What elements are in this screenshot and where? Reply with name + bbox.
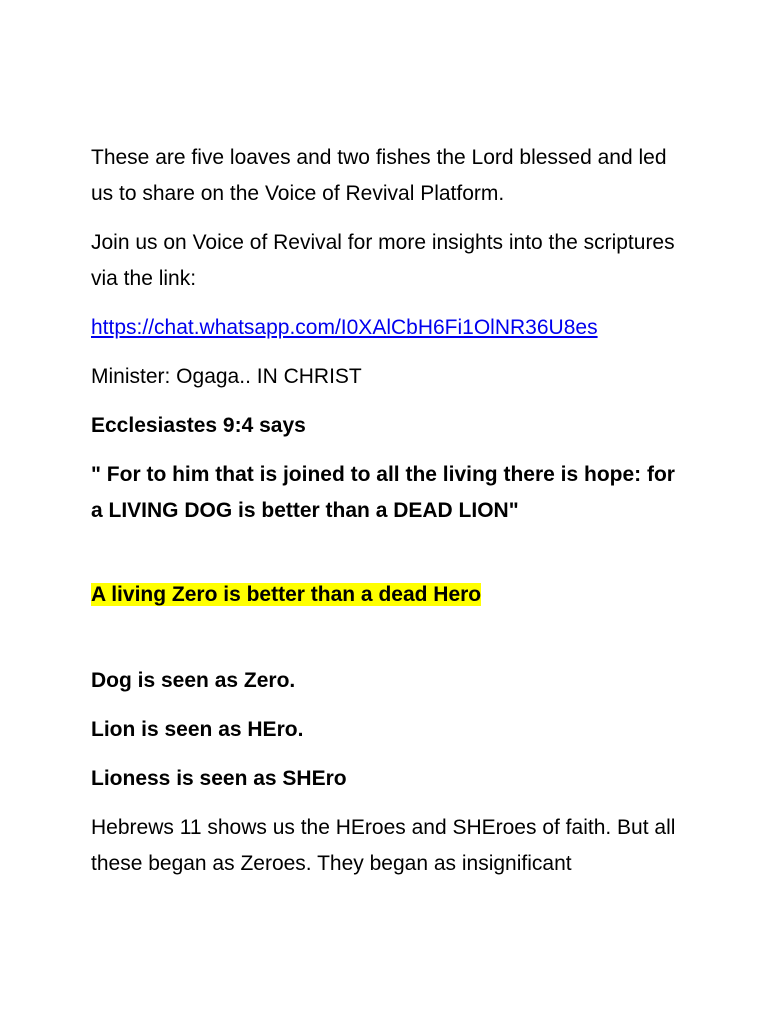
lioness-paragraph: Lioness is seen as SHEro (91, 767, 347, 790)
document-page (91, 140, 691, 895)
join-paragraph: Join us on Voice of Revival for more insights into the scriptures via the link: (91, 231, 675, 290)
link-paragraph (91, 310, 691, 346)
minister-paragraph: Minister: Ogaga.. IN CHRIST (91, 365, 362, 388)
highlighted-text: A living Zero is better than a dead Hero (91, 583, 482, 606)
dog-paragraph: Dog is seen as Zero. (91, 669, 296, 692)
whatsapp-link[interactable]: https://chat.whatsapp.com/I0XAlCbH6Fi1OlNR36U8es (91, 316, 598, 339)
verse-reference: Ecclesiastes 9:4 says (91, 414, 306, 437)
highlight-paragraph (91, 577, 691, 613)
hebrews-paragraph: Hebrews 11 shows us the HEroes and SHEroes of faith. But all these began as Zeroes. They began as insignificant (91, 816, 676, 875)
intro-paragraph: These are five loaves and two fishes the Lord blessed and led us to share on the Voice of Revival Platform. (91, 146, 667, 205)
lion-paragraph: Lion is seen as HEro. (91, 718, 304, 741)
verse-quote: " For to him that is joined to all the living there is hope: for a LIVING DOG is better than a DEAD LION" (91, 463, 675, 522)
